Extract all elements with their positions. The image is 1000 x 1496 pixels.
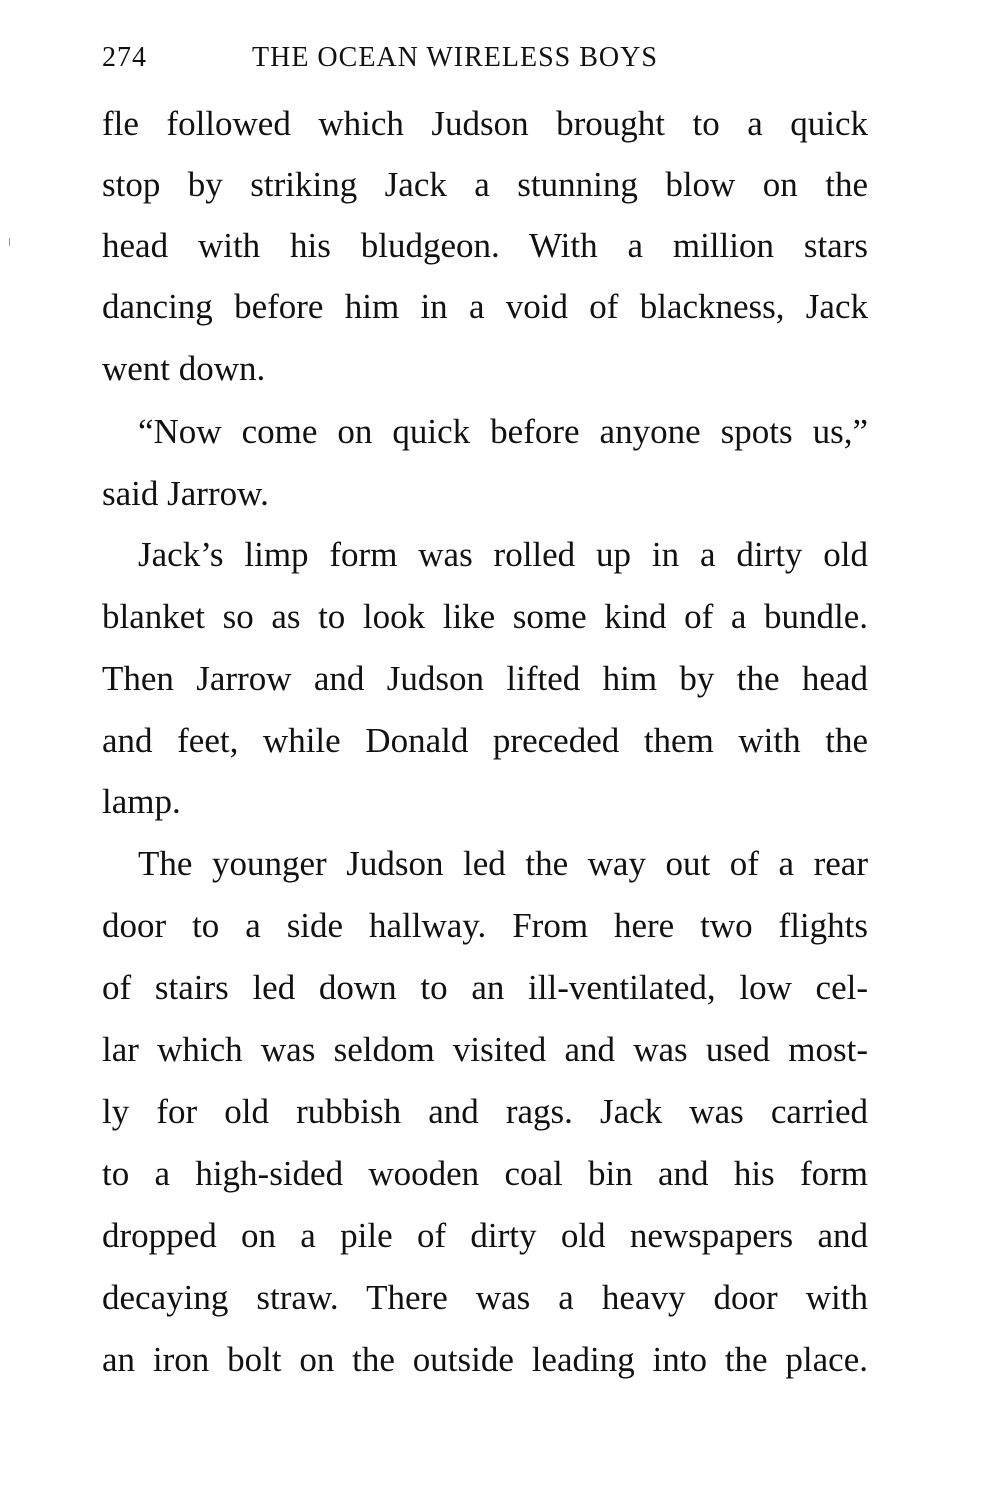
page-number: 274 [102,42,147,73]
text-line: of stairs led down to an ill-ventilated, low cel- [102,968,868,1007]
text-line: decaying straw. There was a heavy door with [102,1278,868,1317]
text-line: lamp. [102,782,181,821]
page-header [102,42,868,82]
text-line: went down. [102,349,266,388]
text-line: head with his bludgeon. With a million stars [102,226,868,265]
text-line: and feet, while Donald preceded them with the [102,721,868,760]
text-line: The younger Judson led the way out of a rear [138,844,868,883]
text-line: ly for old rubbish and rags. Jack was carried [102,1092,868,1131]
text-line: Then Jarrow and Judson lifted him by the head [102,659,868,698]
margin-mark [9,238,10,246]
text-line: door to a side hallway. From here two flights [102,906,868,945]
text-line: an iron bolt on the outside leading into the place. [102,1340,868,1379]
text-line: Jack’s limp form was rolled up in a dirty old [138,535,868,574]
text-line: to a high-sided wooden coal bin and his form [102,1154,868,1193]
text-line: “Now come on quick before anyone spots us,” [138,412,868,451]
text-line: fle followed which Judson brought to a quick [102,104,868,143]
text-line: blanket so as to look like some kind of a bundle. [102,597,868,636]
text-line: lar which was seldom visited and was used most- [102,1030,868,1069]
text-line: dropped on a pile of dirty old newspapers and [102,1216,868,1255]
text-line: stop by striking Jack a stunning blow on the [102,165,868,204]
running-title: THE OCEAN WIRELESS BOYS [252,42,658,73]
text-line: said Jarrow. [102,474,269,513]
text-line: dancing before him in a void of blackness, Jack [102,287,868,326]
